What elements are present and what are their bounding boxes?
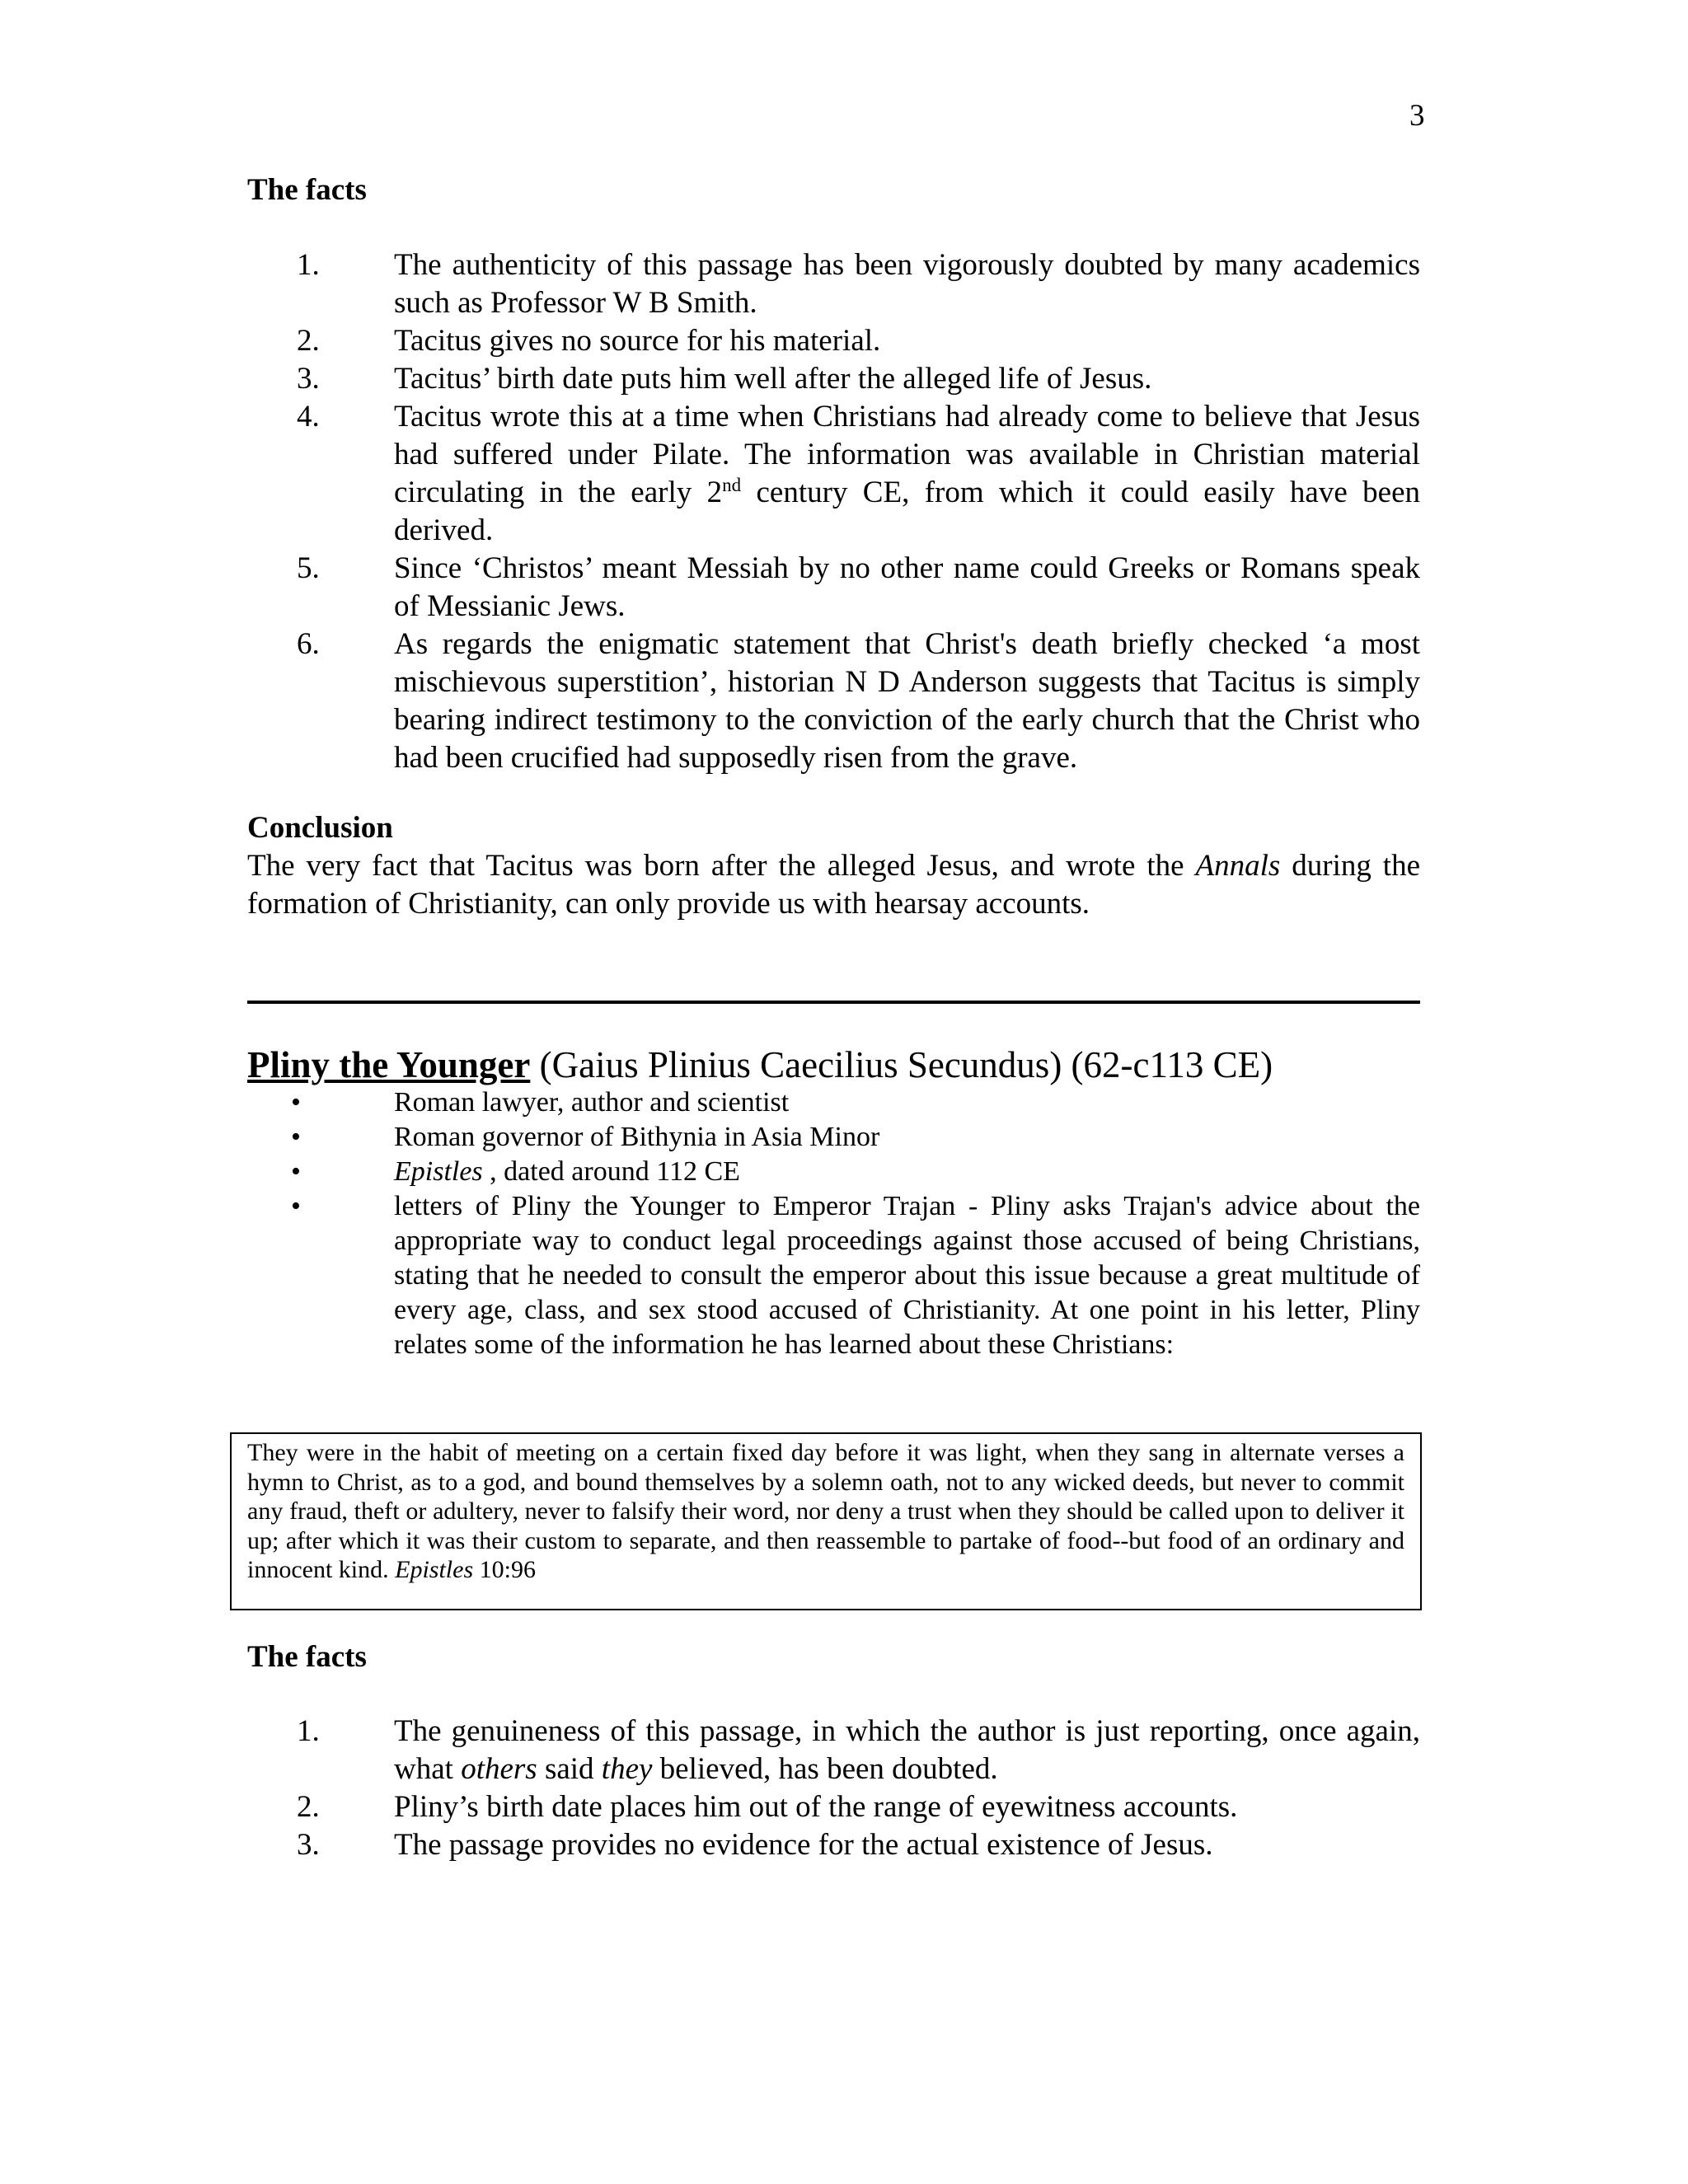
list-text-continued: century CE, from which it could easily have been derived. <box>394 476 1420 547</box>
pliny-name: Pliny the Younger <box>247 1044 531 1085</box>
list-item <box>247 1189 1420 1362</box>
facts-list-2 <box>247 1713 1420 1864</box>
page-number: 3 <box>1409 99 1425 133</box>
list-text: letters of Pliny the Younger to Emperor Trajan - Pliny asks Trajan's advice about the appropriate way to conduct legal proceedings against those accused of being Christians, stating that he needed to consult the emperor about this issue because a great multitude of every age, class, and sex stood accused of Christianity. At one point in his letter, Pliny relates some of the information he has learned about these Christians: <box>394 1191 1420 1360</box>
list-item <box>247 322 1420 360</box>
pliny-subtitle: (Gaius Plinius Caecilius Secundus) (62-c113 CE) <box>530 1044 1273 1085</box>
list-italic-title: Epistles <box>394 1156 483 1187</box>
conclusion-paragraph <box>247 847 1420 923</box>
list-item <box>247 550 1420 626</box>
superscript-ordinal: nd <box>722 475 742 495</box>
list-number: 6. <box>297 627 320 661</box>
list-text: The authenticity of this passage has been vigorously doubted by many academics such as Professor W B Smith. <box>394 248 1420 320</box>
pliny-title <box>247 1042 1273 1088</box>
list-text: said <box>537 1752 602 1786</box>
section-heading-facts-1: The facts <box>247 173 367 207</box>
section-divider <box>247 1001 1420 1004</box>
conclusion-text: The very fact that Tacitus was born after the alleged Jesus, and wrote the <box>247 849 1196 883</box>
list-item <box>247 360 1420 398</box>
conclusion-heading: Conclusion <box>247 811 393 845</box>
bullet-icon: • <box>291 1191 301 1221</box>
bullet-icon: • <box>291 1122 301 1152</box>
facts-list-1 <box>247 246 1420 777</box>
quotation-source-title: Epistles <box>395 1556 474 1583</box>
list-italic: they <box>601 1752 653 1786</box>
list-text: believed, has been doubted. <box>652 1752 998 1786</box>
quotation-box <box>230 1432 1422 1610</box>
list-text: As regards the enigmatic statement that Christ's death briefly checked ‘a most mischievous superstition’, historian N D Anderson suggests that Tacitus is simply bearing indirect testimony to the conviction of the early church that the Christ who had been crucified had supposedly risen from the grave. <box>394 627 1420 775</box>
list-item <box>247 246 1420 322</box>
list-number: 1. <box>297 1714 320 1748</box>
list-text: Since ‘Christos’ meant Messiah by no other name could Greeks or Romans speak of Messianic Jews. <box>394 551 1420 623</box>
list-text: , dated around 112 CE <box>482 1156 740 1187</box>
section-heading-facts-2: The facts <box>247 1640 367 1674</box>
list-text: Roman lawyer, author and scientist <box>394 1087 790 1118</box>
list-number: 2. <box>297 1790 320 1824</box>
list-number: 2. <box>297 324 320 358</box>
list-number: 5. <box>297 551 320 585</box>
list-text: Pliny’s birth date places him out of the range of eyewitness accounts. <box>394 1790 1238 1824</box>
list-text: Roman governor of Bithynia in Asia Minor <box>394 1122 880 1152</box>
list-number: 3. <box>297 1828 320 1862</box>
list-item <box>247 398 1420 550</box>
list-item <box>247 1155 1420 1189</box>
bullet-icon: • <box>291 1156 301 1187</box>
list-number: 1. <box>297 248 320 282</box>
list-item <box>247 1120 1420 1155</box>
list-number: 4. <box>297 400 320 434</box>
quotation-source-reference: 10:96 <box>473 1556 536 1583</box>
conclusion-text-continued: during the formation of Christianity, can only provide us with hearsay accounts. <box>247 849 1420 921</box>
bullet-icon: • <box>291 1087 301 1118</box>
list-item <box>247 1085 1420 1120</box>
list-item <box>247 626 1420 777</box>
list-item <box>247 1713 1420 1788</box>
pliny-bullet-list <box>247 1085 1420 1362</box>
conclusion-italic-title: Annals <box>1195 849 1281 883</box>
list-italic: others <box>461 1752 537 1786</box>
list-text: Tacitus’ birth date puts him well after the alleged life of Jesus. <box>394 362 1152 396</box>
list-number: 3. <box>297 362 320 396</box>
list-text: Tacitus wrote this at a time when Christians had already come to believe that Jesus had suffered under Pilate. The information was available in Christian material circulating in the early 2 <box>394 400 1420 509</box>
quotation-text: They were in the habit of meeting on a certain fixed day before it was light, when they sang in alternate verses a hymn to Christ, as to a god, and bound themselves by a solemn oath, not to any wicked deeds, but never to commit any fraud, theft or adultery, never to falsify their word, nor deny a trust when they should be called upon to deliver it up; after which it was their custom to separate, and then reassemble to partake of food--but food of an ordinary and innocent kind. <box>247 1439 1404 1583</box>
list-text: The genuineness of this passage, in which the author is just reporting, once again, what <box>394 1714 1420 1786</box>
list-item <box>247 1788 1420 1826</box>
list-item <box>247 1826 1420 1864</box>
list-text: The passage provides no evidence for the actual existence of Jesus. <box>394 1828 1213 1862</box>
list-text: Tacitus gives no source for his material. <box>394 324 881 358</box>
